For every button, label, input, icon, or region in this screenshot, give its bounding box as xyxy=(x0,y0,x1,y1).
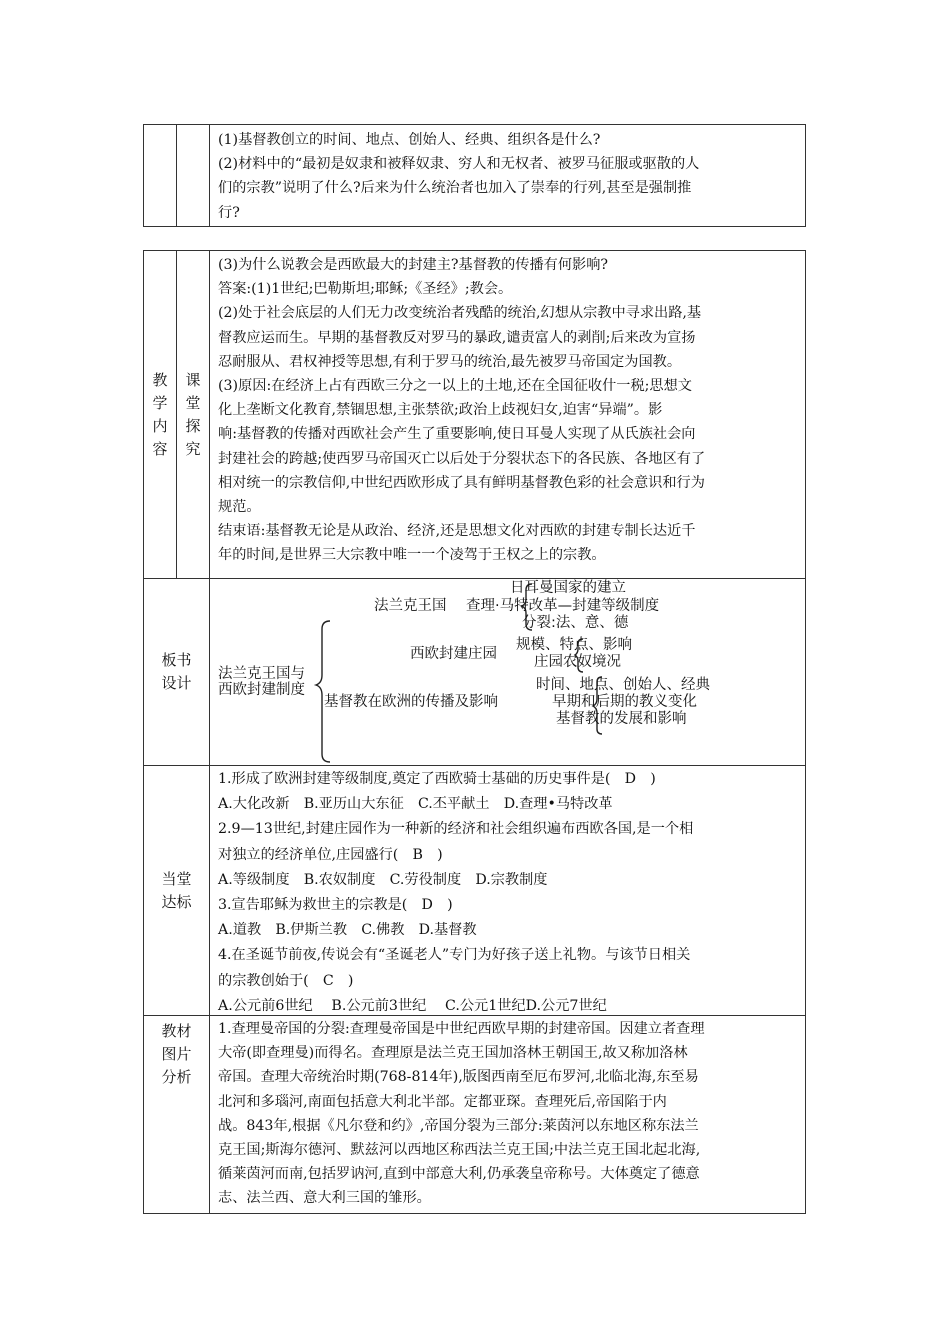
board-christ-item-3: 基督教的发展和影响 xyxy=(556,711,687,727)
question-line: 对独立的经济单位,庄园盛行( B ) xyxy=(218,846,443,863)
options-line: A.道教 B.伊斯兰教 C.佛教 D.基督教 xyxy=(218,922,477,939)
text-line: 志、法兰西、意大利三国的雏形。 xyxy=(218,1190,431,1207)
analysis-label: 教材图片分析 xyxy=(161,1022,192,1086)
board-root-line2: 西欧封建制度 xyxy=(218,682,305,698)
board-manor-item-1: 规模、特点、影响 xyxy=(516,637,632,653)
text-line: 化上垄断文化教育,禁锢思想,主张禁欲;政治上歧视妇女,迫害“异端”。影 xyxy=(218,402,663,419)
text-line: 忍耐服从、君权神授等思想,有利于罗马的统治,最先被罗马帝国定为国教。 xyxy=(218,353,682,370)
board-label-cell xyxy=(144,579,210,765)
text-line: (2)材料中的“最初是奴隶和被释奴隶、穷人和无权者、被罗马征服或驱散的人 xyxy=(218,156,700,173)
analysis-label-cell xyxy=(144,1016,210,1213)
text-line: 克王国;斯海尔德河、默兹河以西地区称西法兰克王国;中法兰克王国北起北海, xyxy=(218,1142,701,1159)
text-line: (1)基督教创立的时间、地点、创始人、经典、组织各是什么? xyxy=(218,132,601,148)
text-line: 相对统一的宗教信仰,中世纪西欧形成了具有鲜明基督教色彩的社会意识和行为 xyxy=(218,474,705,491)
question-line: 2.9—13世纪,封建庄园作为一种新的经济和社会组织遍布西欧各国,是一个相 xyxy=(218,821,694,838)
question-line: 4.在圣诞节前夜,传说会有“圣诞老人”专门为好孩子送上礼物。与该节日相关 xyxy=(218,947,691,964)
board-frank-item-2: 查理·马特改革—封建等级制度 xyxy=(466,598,660,614)
text-line: (3)为什么说教会是西欧最大的封建主?基督教的传播有何影响? xyxy=(218,257,608,273)
text-line: 北河和多瑙河,南面包括意大利北半部。定都亚琛。查理死后,帝国陷于内 xyxy=(218,1093,667,1110)
practice-label: 当堂达标 xyxy=(161,869,192,911)
text-line: 结束语:基督教无论是从政治、经济,还是思想文化对西欧的封建专制长达近千 xyxy=(218,523,696,540)
text-line: 帝国。查理大帝统治时期(768-814年),版图西南至厄布罗河,北临北海,东至易 xyxy=(218,1069,699,1086)
board-manor-item-2: 庄园农奴境况 xyxy=(534,654,621,670)
board-manor: 西欧封建庄园 xyxy=(410,646,497,662)
board-christ-item-1: 时间、地点、创始人、经典 xyxy=(536,677,710,693)
sub-label-cell xyxy=(177,251,210,578)
board-frank: 法兰克王国 xyxy=(374,598,447,614)
board-root-line1: 法兰克王国与 xyxy=(218,666,305,682)
text-line: (3)原因:在经济上占有西欧三分之一以上的土地,还在全国征收什一税;思想文 xyxy=(218,378,692,395)
inquiry-text xyxy=(210,251,805,578)
text-line: 封建社会的跨越;使西罗马帝国灭亡以后处于分裂状态下的各民族、各地区有了 xyxy=(218,450,706,467)
section-label-cell xyxy=(144,251,177,578)
text-line: 督教应运而生。早期的基督教反对罗马的暴政,谴责富人的剥削;后来改为宣扬 xyxy=(218,329,696,346)
text-line: 循莱茵河而南,包括罗讷河,直到中部意大利,仍承袭皇帝称号。大体奠定了德意 xyxy=(218,1166,700,1183)
text-line: 规范。 xyxy=(218,499,261,516)
options-line: A.等级制度 B.农奴制度 C.劳役制度 D.宗教制度 xyxy=(218,871,548,888)
question-line: 的宗教创始于( C ) xyxy=(218,972,354,989)
question-line: 3.宣告耶稣为救世主的宗教是( D ) xyxy=(218,897,453,914)
board-frank-item-3: 分裂:法、意、德 xyxy=(522,615,629,631)
empty-cell xyxy=(177,125,210,226)
text-line: (2)处于社会底层的人们无力改变统治者残酷的统治,幻想从宗教中寻求出路,基 xyxy=(218,305,702,322)
text-line: 战。843年,根据《凡尔登和约》,帝国分裂为三部分:莱茵河以东地区称东法兰 xyxy=(218,1117,699,1134)
practice-text xyxy=(210,766,805,1015)
text-line: 响:基督教的传播对西欧社会产生了重要影响,使日耳曼人实现了从氏族社会向 xyxy=(218,426,696,443)
text-line: 1.查理曼帝国的分裂:查理曼帝国是中世纪西欧早期的封建帝国。因建立者查理 xyxy=(218,1021,705,1037)
options-line: A.大化改新 B.亚历山大东征 C.丕平献土 D.查理•马特改革 xyxy=(218,796,613,813)
text-line: 们的宗教”说明了什么?后来为什么统治者也加入了崇奉的行列,甚至是强制推 xyxy=(218,180,692,197)
text-line: 年的时间,是世界三大宗教中唯一一个凌驾于王权之上的宗教。 xyxy=(218,547,606,564)
board-design xyxy=(210,579,805,765)
analysis-text xyxy=(210,1016,805,1213)
section-label: 教学内容 xyxy=(152,370,168,458)
board-frank-item-1: 日耳曼国家的建立 xyxy=(510,580,626,596)
text-line: 大帝(即查理曼)而得名。查理原是法兰克王国加洛林王朝国王,故又称加洛林 xyxy=(218,1045,688,1062)
empty-cell xyxy=(144,125,177,226)
board-christ: 基督教在欧洲的传播及影响 xyxy=(324,694,498,710)
lesson-table xyxy=(143,250,806,1214)
sub-label: 课堂探究 xyxy=(185,370,201,458)
question-line: 1.形成了欧洲封建等级制度,奠定了西欧骑士基础的历史事件是( D ) xyxy=(218,771,656,787)
question-table xyxy=(143,124,806,227)
text-line: 行? xyxy=(218,204,240,221)
practice-label-cell xyxy=(144,766,210,1015)
question-text xyxy=(210,125,805,226)
board-christ-item-2: 早期和后期的教义变化 xyxy=(552,694,697,710)
text-line: 答案:(1)1世纪;巴勒斯坦;耶稣;《圣经》;教会。 xyxy=(218,281,513,298)
board-label: 板书设计 xyxy=(161,651,192,692)
options-line: A.公元前6世纪 B.公元前3世纪 C.公元1世纪D.公元7世纪 xyxy=(218,997,607,1014)
